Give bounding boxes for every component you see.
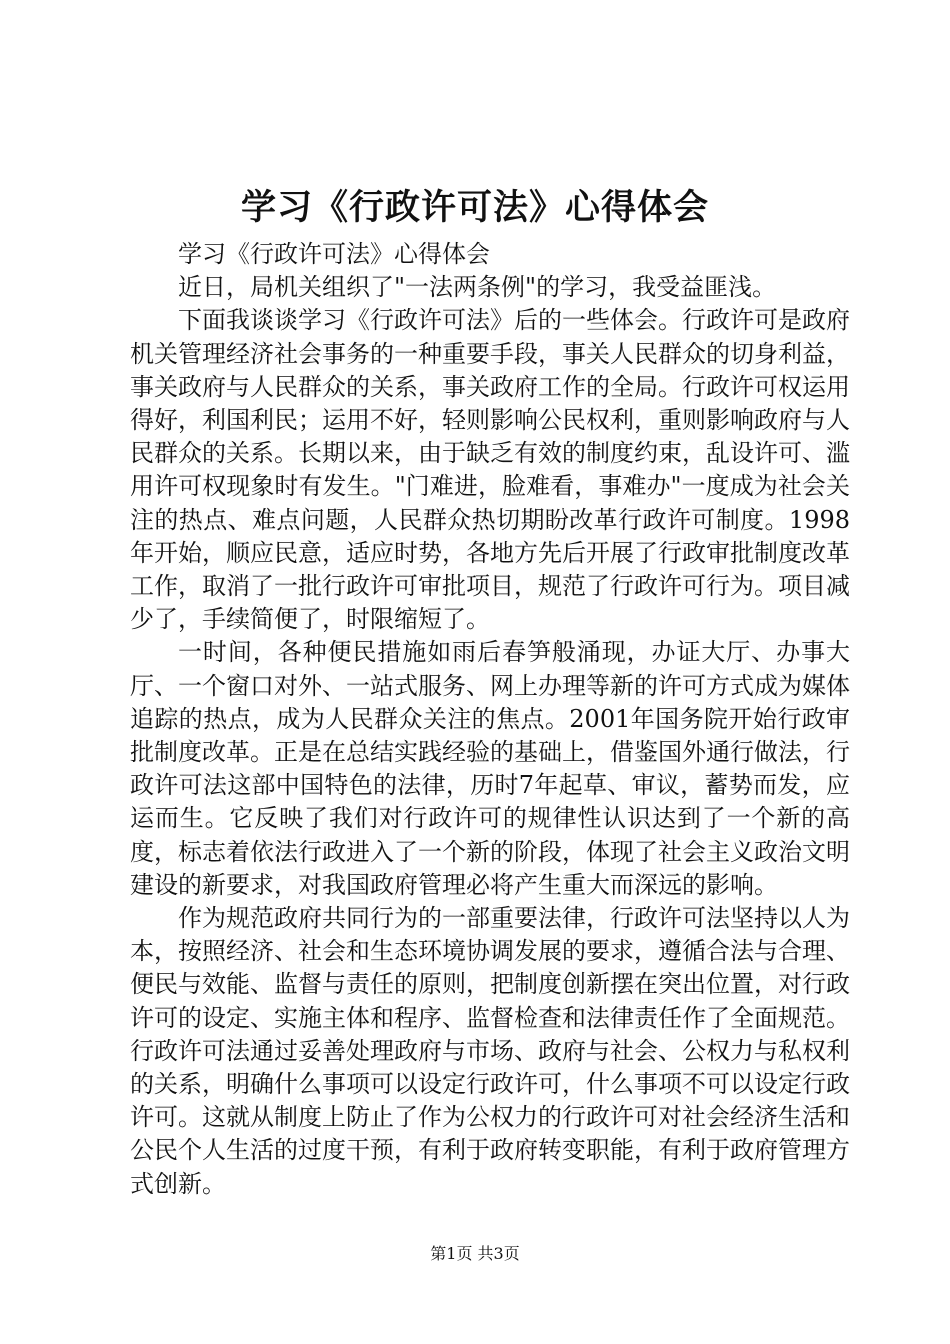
page-number-footer: 第1页 共3页 <box>430 1244 520 1263</box>
document-body <box>130 238 850 1201</box>
paragraph-body-3: 作为规范政府共同行为的一部重要法律，行政许可法坚持以人为本，按照经济、社会和生态环境协调发展的要求，遵循合法与合理、便民与效能、监督与责任的原则，把制度创新摆在突出位置，对行政许可的设定、实施主体和程序、监督检查和法律责任作了全面规范。行政许可法通过妥善处理政府与市场、政府与社会、公权力与私权利的关系，明确什么事项可以设定行政许可，什么事项不可以设定行政许可。这就从制度上防止了作为公权力的行政许可对社会经济生活和公民个人生活的过度干预，有利于政府转变职能，有利于政府管理方式创新。 <box>130 904 850 1198</box>
paragraph-subtitle: 学习《行政许可法》心得体会 <box>178 240 490 268</box>
document-title: 学习《行政许可法》心得体会 <box>240 187 709 228</box>
paragraph-intro: 近日，局机关组织了"一法两条例"的学习，我受益匪浅。 <box>178 273 777 302</box>
paragraph-body-2: 一时间，各种便民措施如雨后春笋般涌现，办证大厅、办事大厅、一个窗口对外、一站式服务、网上办理等新的许可方式成为媒体追踪的热点，成为人民群众关注的焦点。2001年国务院开始行政审批制度改革。正是在总结实践经验的基础上，借鉴国外通行做法，行政许可法这部中国特色的法律，历时7年起草、审议，蓄势而发，应运而生。它反映了我们对行政许可的规律性认识达到了一个新的高度，标志着依法行政进入了一个新的阶段，体现了社会主义政治文明建设的新要求，对我国政府管理必将产生重大而深远的影响。 <box>130 638 850 899</box>
paragraph-body-1: 下面我谈谈学习《行政许可法》后的一些体会。行政许可是政府机关管理经济社会事务的一种重要手段，事关人民群众的切身利益，事关政府与人民群众的关系，事关政府工作的全局。行政许可权运用得好，利国利民；运用不好，轻则影响公民权利，重则影响政府与人民群众的关系。长期以来，由于缺乏有效的制度约束，乱设许可、滥用许可权现象时有发生。"门难进，脸难看，事难办"一度成为社会关注的热点、难点问题，人民群众热切期盼改革行政许可制度。1998年开始，顺应民意，适应时势，各地方先后开展了行政审批制度改革工作，取消了一批行政许可审批项目，规范了行政许可行为。项目减少了，手续简便了，时限缩短了。 <box>130 306 850 634</box>
